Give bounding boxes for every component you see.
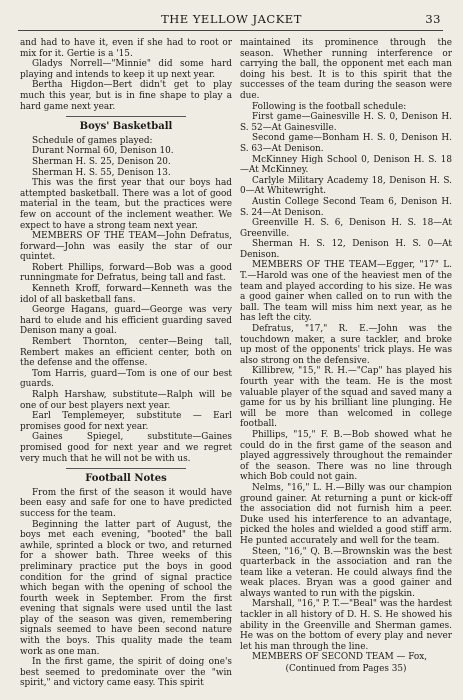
section-divider: [66, 468, 186, 469]
paragraph: From the first of the season it would have been easy and safe for one to have predicted success for the team.: [20, 487, 232, 519]
left-column: [20, 38, 232, 689]
paragraph: and had to have it, even if she had to root or mix for it. Gertie is a '15.: [20, 38, 232, 59]
paragraph: George Hagans, guard—George was very hard to elude and his efficient guarding saved Denison many a goal.: [20, 305, 232, 337]
schedule-label: Following is the football schedule:: [252, 101, 407, 112]
schedule-entry: Austin College Second Team 6, Denison H. S. 24—At Denison.: [240, 196, 452, 218]
schedule-entry: Second game—Bonham H. S. 0, Denison H. S. 63—At Denison.: [240, 133, 452, 154]
paragraph: This was the first year that our boys had attempted basketball. There was a lot of good material in the team, but the practices were few on account of the inclement weather. We expect to have a strong team next year.: [20, 178, 232, 231]
football-notes-heading: Football Notes: [85, 473, 167, 485]
paragraph: Steen, "16," Q. B.—Brownskin was the best quarterback in the association and ran the team like a veteran. He could always find the weak places. Bryan was a good gainer and always wanted to run with the pigskin.: [240, 546, 452, 599]
paragraph: MEMBERS OF THE TEAM—John Defratus, forward—John was easily the star of our quintet.: [20, 231, 232, 263]
paragraph: MEMBERS OF THE TEAM—Egger, "17" L. T.—Harold was one of the heaviest men of the team and played according to his size. He was a good gainer when called on to run with the ball. The team will miss him next year, as he has left the city.: [240, 260, 452, 324]
paragraph: Phillips, "15," F. B.—Bob showed what he could do in the first game of the season and played aggressively throughout the remainder of the season. There was no line through which Bob could not gain.: [240, 429, 452, 483]
paragraph: Ralph Harshaw, substitute—Ralph will be one of our best players next year.: [20, 390, 232, 411]
paragraph: Defratus, "17," R. E.—John was the touchdown maker, a sure tackler, and broke up most of the opponents' trick plays. He was also strong on the defensive.: [240, 324, 452, 366]
paragraph: Kenneth Kroff, forward—Kenneth was the idol of all basketball fans.: [20, 284, 232, 305]
paragraph: Tom Harris, guard—Tom is one of our best guards.: [20, 368, 232, 390]
page-number: 33: [425, 12, 441, 26]
right-column: [240, 38, 452, 675]
paragraph: Killibrew, "15," R. H.—"Cap" has played his fourth year with the team. He is the most valuable player of the squad and saved many a game for us by his brilliant line plunging. He will be more than welcomed in college football.: [240, 366, 452, 430]
section-divider: [66, 116, 186, 117]
paragraph: Gaines Spiegel, substitute—Gaines promised good for next year and we regret very much that he will not be with us.: [20, 432, 232, 464]
paragraph: Earl Templemeyer, substitute — Earl promises good for next year.: [20, 411, 232, 432]
paragraph: Marshall, "16," P. T.—"Beal" was the hardest tackler in all history of D. H. S. He showed his ability in the Greenville and Sherman games. He was on the bottom of every play and never let his man through the line.: [240, 599, 452, 652]
page-header: [0, 12, 463, 30]
header-rule: [18, 30, 443, 31]
schedule-entry: First game—Gainesville H. S. 0, Denison H. S. 52—At Gainesville.: [240, 112, 452, 133]
paragraph: Gladys Norrell—"Minnie" did some hard playing and intends to keep it up next year.: [20, 59, 232, 80]
paragraph: maintained its prominence through the season. Whether running interference or carrying the ball, the opponent met each man doing his best. It is to this spirit that the successes of the team during the season were due.: [240, 38, 452, 101]
boys-basketball-heading: Boys' Basketball: [79, 121, 173, 133]
continuation-note: (Continued from Pages 35): [285, 664, 407, 675]
paragraph: In the first game, the spirit of doing one's best seemed to predominate over the "win spirit," and victory came easy. This spirit: [20, 657, 232, 689]
game-result: Durant Normal 60, Denison 10.: [32, 146, 174, 157]
schedule-entry: McKinney High School 0, Denison H. S. 18—At McKinney.: [240, 154, 452, 176]
schedule-label: Schedule of games played:: [32, 135, 153, 146]
paragraph: Rembert Thornton, center—Being tall, Rembert makes an efficient center, both on the defense and the offense.: [20, 337, 232, 369]
schedule-entry: Sherman H. S. 12, Denison H. S. 0—At Denison.: [240, 239, 452, 260]
schedule-entry: Greenville H. S. 6, Denison H. S. 18—At Greenville.: [240, 218, 452, 239]
paragraph: Nelms, "16," L. H.—Billy was our champion ground gainer. At returning a punt or kick-off the association did not furnish him a peer. Duke used his interference to an advantage, picked the holes and wielded a good stiff arm. He punted accurately and well for the team.: [240, 482, 452, 546]
paragraph: Robert Phillips, forward—Bob was a good runningmate for Defratus, being tall and fast.: [20, 262, 232, 284]
schedule-entry: Carlyle Military Academy 18, Denison H. S. 0—At Whitewright.: [240, 175, 452, 197]
magazine-title: THE YELLOW JACKET: [161, 12, 302, 26]
game-result: Sherman H. S. 55, Denison 13.: [32, 167, 171, 178]
game-result: Sherman H. S. 25, Denison 20.: [32, 156, 171, 167]
paragraph: Bertha Higdon—Bert didn't get to play much this year, but is in fine shape to play a hard game next year.: [20, 80, 232, 112]
paragraph: Beginning the latter part of August, the boys met each evening, "booted" the ball awhile, sprinted a block or two, and returned for a shower bath. Three weeks of this preliminary practice put the boys in good condition for the grind of signal practice which began with the opening of school the fourth week in September. From the first evening that signals were used until the last play of the season was given, remembering signals seemed to have been second nature with the boys. This quality made the team work as one man.: [20, 519, 232, 657]
paragraph: MEMBERS OF SECOND TEAM — Fox,: [252, 652, 428, 663]
